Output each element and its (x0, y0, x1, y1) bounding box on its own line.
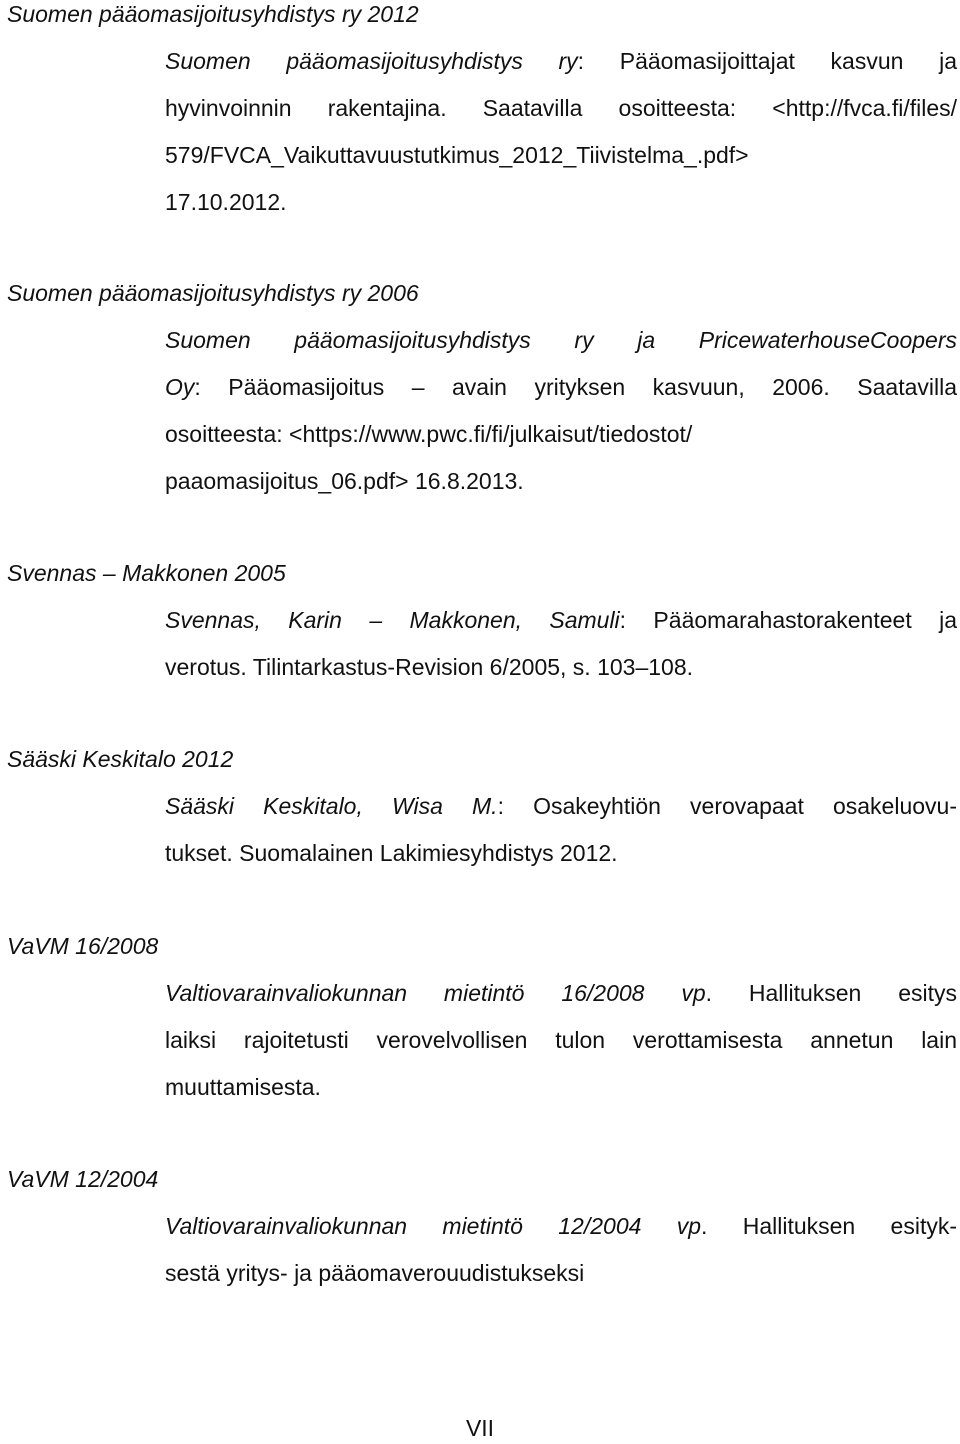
reference-italic-text: Valtiovarainvaliokunnan mietintö 12/2004 vp (165, 1213, 702, 1239)
reference-italic-text: Oy (165, 374, 195, 400)
reference-line (165, 1064, 957, 1111)
reference-body (165, 783, 957, 877)
reference-line (165, 132, 957, 179)
reference-line (165, 411, 957, 458)
reference-text: 579/FVCA_Vaikuttavuustutkimus_2012_Tiivistelma_.pdf> (165, 142, 749, 168)
reference-text: verotus. Tilintarkastus-Revision 6/2005, s. 103–108. (165, 654, 694, 680)
reference-text: : Pääomasijoittajat kasvun ja (577, 48, 957, 74)
reference-key-text: Sääski Keskitalo 2012 (7, 746, 234, 772)
reference-italic-text: Suomen pääomasijoitusyhdistys ry ja PricewaterhouseCoopers (165, 327, 957, 353)
reference-key-text: Suomen pääomasijoitusyhdistys ry 2012 (7, 1, 419, 27)
reference-key (7, 550, 957, 597)
reference-entry (7, 923, 957, 1111)
reference-text: : Pääomasijoitus – avain yrityksen kasvuun, 2006. Saatavilla (194, 374, 957, 400)
reference-italic-text: Suomen pääomasijoitusyhdistys ry (165, 48, 578, 74)
reference-entry (7, 1156, 957, 1297)
page-number: VII (465, 1415, 495, 1441)
reference-italic-text: Sääski Keskitalo, Wisa M. (165, 793, 498, 819)
reference-line (165, 597, 957, 644)
reference-text: : Pääomarahastorakenteet ja (619, 607, 957, 633)
reference-text: laiksi rajoitetusti verovelvollisen tulon verottamisesta annetun lain (165, 1027, 957, 1053)
reference-line (165, 458, 957, 505)
reference-body (165, 1203, 957, 1297)
reference-italic-text: Svennas, Karin – Makkonen, Samuli (165, 607, 620, 633)
reference-body (165, 317, 957, 505)
reference-entry (7, 550, 957, 691)
reference-line (165, 1017, 957, 1064)
reference-key (7, 923, 957, 970)
reference-line (165, 970, 957, 1017)
reference-key-text: Suomen pääomasijoitusyhdistys ry 2006 (7, 280, 419, 306)
reference-text: tukset. Suomalainen Lakimiesyhdistys 2012. (165, 840, 618, 866)
reference-entry (7, 270, 957, 505)
reference-entry (7, 736, 957, 877)
reference-text: . Hallituksen esitys (705, 980, 957, 1006)
reference-text: . Hallituksen esityk- (701, 1213, 957, 1239)
reference-key-text: Svennas – Makkonen 2005 (7, 560, 286, 586)
reference-key (7, 270, 957, 317)
reference-key (7, 1156, 957, 1203)
reference-italic-text: Valtiovarainvaliokunnan mietintö 16/2008 vp (165, 980, 706, 1006)
reference-key (7, 736, 957, 783)
reference-text: muuttamisesta. (165, 1074, 321, 1100)
reference-body (165, 597, 957, 691)
reference-text: sestä yritys- ja pääomaverouudistukseksi (165, 1260, 585, 1286)
reference-key (7, 0, 957, 38)
reference-line (165, 830, 957, 877)
reference-text: 17.10.2012. (165, 189, 287, 215)
reference-text: hyvinvoinnin rakentajina. Saatavilla osoitteesta: <http://fvca.fi/files/ (165, 95, 957, 121)
reference-line (165, 85, 957, 132)
reference-text: : Osakeyhtiön verovapaat osakeluovu- (497, 793, 957, 819)
reference-line (165, 644, 957, 691)
reference-line (165, 364, 957, 411)
reference-line (165, 783, 957, 830)
reference-body (165, 970, 957, 1111)
reference-body (165, 38, 957, 226)
reference-line (165, 1250, 957, 1297)
reference-entry (7, 0, 957, 226)
reference-line (165, 1203, 957, 1250)
reference-text: paaomasijoitus_06.pdf> 16.8.2013. (165, 468, 524, 494)
reference-line (165, 179, 957, 226)
reference-key-text: VaVM 16/2008 (7, 933, 159, 959)
reference-text: osoitteesta: <https://www.pwc.fi/fi/julkaisut/tiedostot/ (165, 421, 693, 447)
reference-key-text: VaVM 12/2004 (7, 1166, 159, 1192)
reference-line (165, 317, 957, 364)
reference-line (165, 38, 957, 85)
